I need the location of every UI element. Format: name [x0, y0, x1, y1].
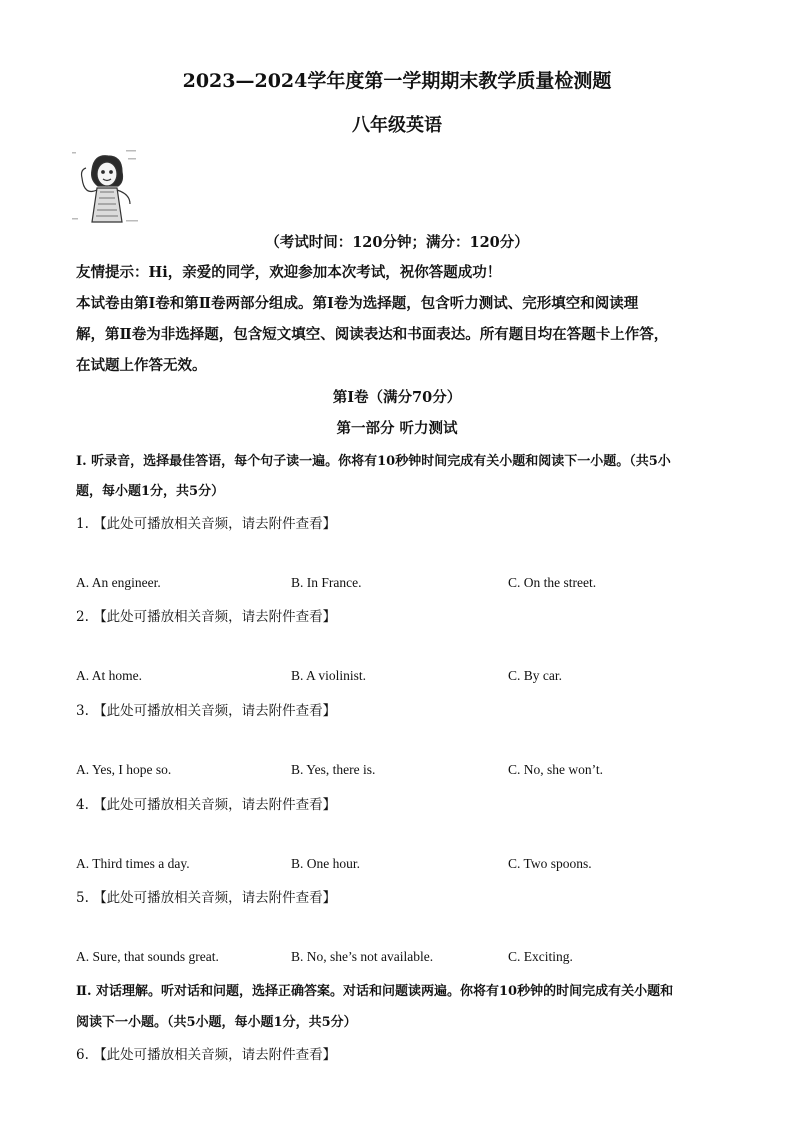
section2-instruction-line-2: 阅读下一小题。（共5小题，每小题1分，共5分） — [76, 1015, 357, 1030]
intro-line-2: 解，第Ⅱ卷为非选择题，包含短文填空、阅读表达和书面表达。所有题目均在答题卡上作答， — [76, 326, 669, 343]
option-c: C. Exciting. — [508, 949, 573, 964]
section1-instruction-line-1: I. 听录音，选择最佳答语，每个句子读一遍。你将有10秒钟时间完成有关小题和阅读下一小题。（共5小 — [76, 454, 671, 469]
option-b: B. No, she’s not available. — [291, 949, 434, 964]
question-4 — [76, 793, 336, 813]
audio-placeholder[interactable]: 【此处可播放相关音频，请去附件查看】 — [93, 890, 337, 906]
intro-line-1: 本试卷由第Ⅰ卷和第Ⅱ卷两部分组成。第Ⅰ卷为选择题，包含听力测试、完形填空和阅读理 — [76, 295, 639, 312]
section1-instruction-line-2: 题，每小题1分，共5分） — [76, 484, 225, 499]
audio-placeholder[interactable]: 【此处可播放相关音频，请去附件查看】 — [93, 703, 337, 719]
exam-title: 2023—2024学年度第一学期期末教学质量检测题 — [182, 70, 612, 92]
audio-placeholder[interactable]: 【此处可播放相关音频，请去附件查看】 — [93, 609, 337, 625]
audio-placeholder[interactable]: 【此处可播放相关音频，请去附件查看】 — [93, 516, 337, 532]
exam-info: （考试时间：120分钟；满分：120分） — [265, 234, 529, 251]
question-6 — [76, 1043, 336, 1063]
cartoon-girl-illustration — [70, 148, 142, 226]
audio-placeholder[interactable]: 【此处可播放相关音频，请去附件查看】 — [93, 1047, 337, 1063]
option-b: B. In France. — [291, 575, 362, 590]
section2-instruction-line-1: Ⅱ. 对话理解。听对话和问题，选择正确答案。对话和问题读两遍。你将有10秒钟的时间完成有关小题和 — [76, 984, 674, 999]
option-a: A. Third times a day. — [76, 856, 190, 871]
audio-placeholder[interactable]: 【此处可播放相关音频，请去附件查看】 — [93, 797, 337, 813]
question-1 — [76, 512, 336, 532]
question-number: 3. — [76, 703, 89, 719]
option-b: B. A violinist. — [291, 668, 367, 683]
volume-title: 第Ⅰ卷（满分70分） — [332, 389, 462, 406]
option-c: C. On the street. — [508, 575, 597, 590]
friendly-tip: 友情提示：Hi，亲爱的同学，欢迎参加本次考试，祝你答题成功！ — [76, 264, 502, 281]
option-a: A. Yes, I hope so. — [76, 762, 172, 777]
question-number: 4. — [76, 797, 89, 813]
question-3 — [76, 699, 336, 719]
part-title: 第一部分 听力测试 — [336, 420, 458, 437]
question-2 — [76, 605, 336, 625]
option-b: B. One hour. — [291, 856, 360, 871]
question-number: 1. — [76, 516, 89, 532]
intro-line-3: 在试题上作答无效。 — [76, 357, 207, 374]
option-c: C. No, she won’t. — [508, 762, 604, 777]
question-5 — [76, 886, 336, 906]
question-number: 6. — [76, 1047, 89, 1063]
question-number: 2. — [76, 609, 89, 625]
option-b: B. Yes, there is. — [291, 762, 376, 777]
option-a: A. At home. — [76, 668, 142, 683]
option-a: A. An engineer. — [76, 575, 161, 590]
option-a: A. Sure, that sounds great. — [76, 949, 219, 964]
option-c: C. Two spoons. — [508, 856, 592, 871]
question-number: 5. — [76, 890, 89, 906]
exam-subtitle: 八年级英语 — [352, 115, 442, 136]
option-c: C. By car. — [508, 668, 562, 683]
